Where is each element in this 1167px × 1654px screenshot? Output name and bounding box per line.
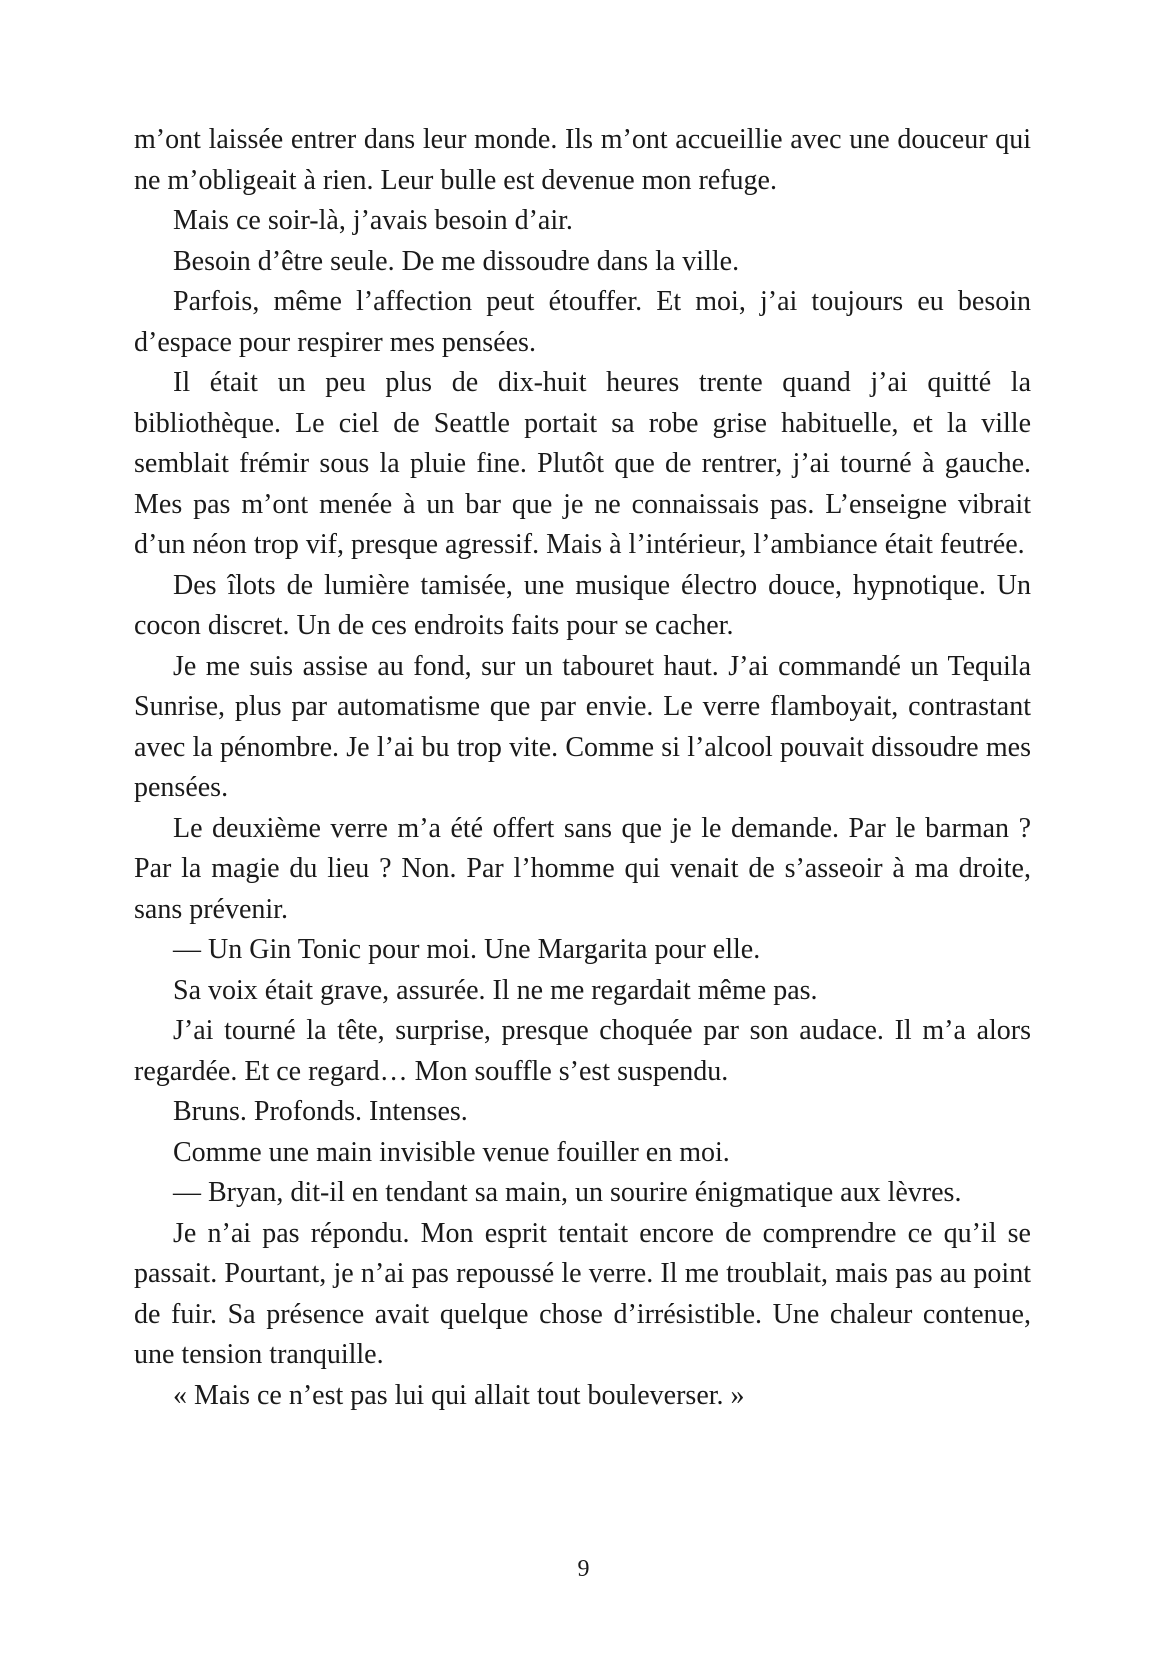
paragraph: Besoin d’être seule. De me dissoudre dans la ville. (173, 245, 740, 277)
dialogue-line: — Bryan, dit-il en tendant sa main, un sourire énigmatique aux lèvres. (173, 1177, 962, 1208)
paragraph: Bruns. Profonds. Intenses. (173, 1096, 468, 1127)
paragraph: Sa voix était grave, assurée. Il ne me regardait même pas. (173, 974, 818, 1006)
page-number: 9 (577, 1556, 590, 1582)
paragraph: Je me suis assise au fond, sur un tabouret haut. J’ai commandé un Tequila Sunrise, plus par automatisme que par envie. Le verre flamboyait, contrastant avec la pénombre. Je l’ai bu trop vite. Comme si l’alcool pouvait dissoudre mes pensées. (134, 650, 1031, 803)
paragraph-continued: m’ont laissée entrer dans leur monde. Ils m’ont accueillie avec une douceur qui ne m’obligeait à rien. Leur bulle est devenue mon refuge. (134, 124, 1031, 196)
paragraph: J’ai tourné la tête, surprise, presque choquée par son audace. Il m’a alors regardée. Et ce regard… Mon souffle s’est suspendu. (134, 1015, 1031, 1087)
paragraph: Je n’ai pas répondu. Mon esprit tentait encore de comprendre ce qu’il se passait. Pourtant, je n’ai pas repoussé le verre. Il me troublait, mais pas au point de fuir. Sa présence avait quelque chose d’irrésistible. Une chaleur contenue, une tension tranquille. (134, 1217, 1031, 1370)
paragraph: Mais ce soir-là, j’avais besoin d’air. (173, 205, 573, 236)
paragraph: Comme une main invisible venue fouiller en moi. (173, 1136, 730, 1168)
quoted-line: « Mais ce n’est pas lui qui allait tout bouleverser. » (173, 1379, 745, 1411)
page-body-text (134, 120, 1031, 1416)
paragraph: Parfois, même l’affection peut étouffer. Et moi, j’ai toujours eu besoin d’espace pour respirer mes pensées. (134, 286, 1031, 358)
paragraph: Il était un peu plus de dix-huit heures trente quand j’ai quitté la bibliothèque. Le ciel de Seattle portait sa robe grise habituelle, et la ville semblait frémir sous la pluie fine. Plutôt que de rentrer, j’ai tourné à gauche. Mes pas m’ont menée à un bar que je ne connaissais pas. L’enseigne vibrait d’un néon trop vif, presque agressif. Mais à l’intérieur, l’ambiance était feutrée. (134, 367, 1031, 560)
paragraph: Le deuxième verre m’a été offert sans que je le demande. Par le barman ? Par la magie du lieu ? Non. Par l’homme qui venait de s’asseoir à ma droite, sans prévenir. (134, 812, 1031, 925)
paragraph: Des îlots de lumière tamisée, une musique électro douce, hypnotique. Un cocon discret. Un de ces endroits faits pour se cacher. (134, 569, 1031, 641)
dialogue-line: — Un Gin Tonic pour moi. Une Margarita pour elle. (173, 934, 761, 965)
